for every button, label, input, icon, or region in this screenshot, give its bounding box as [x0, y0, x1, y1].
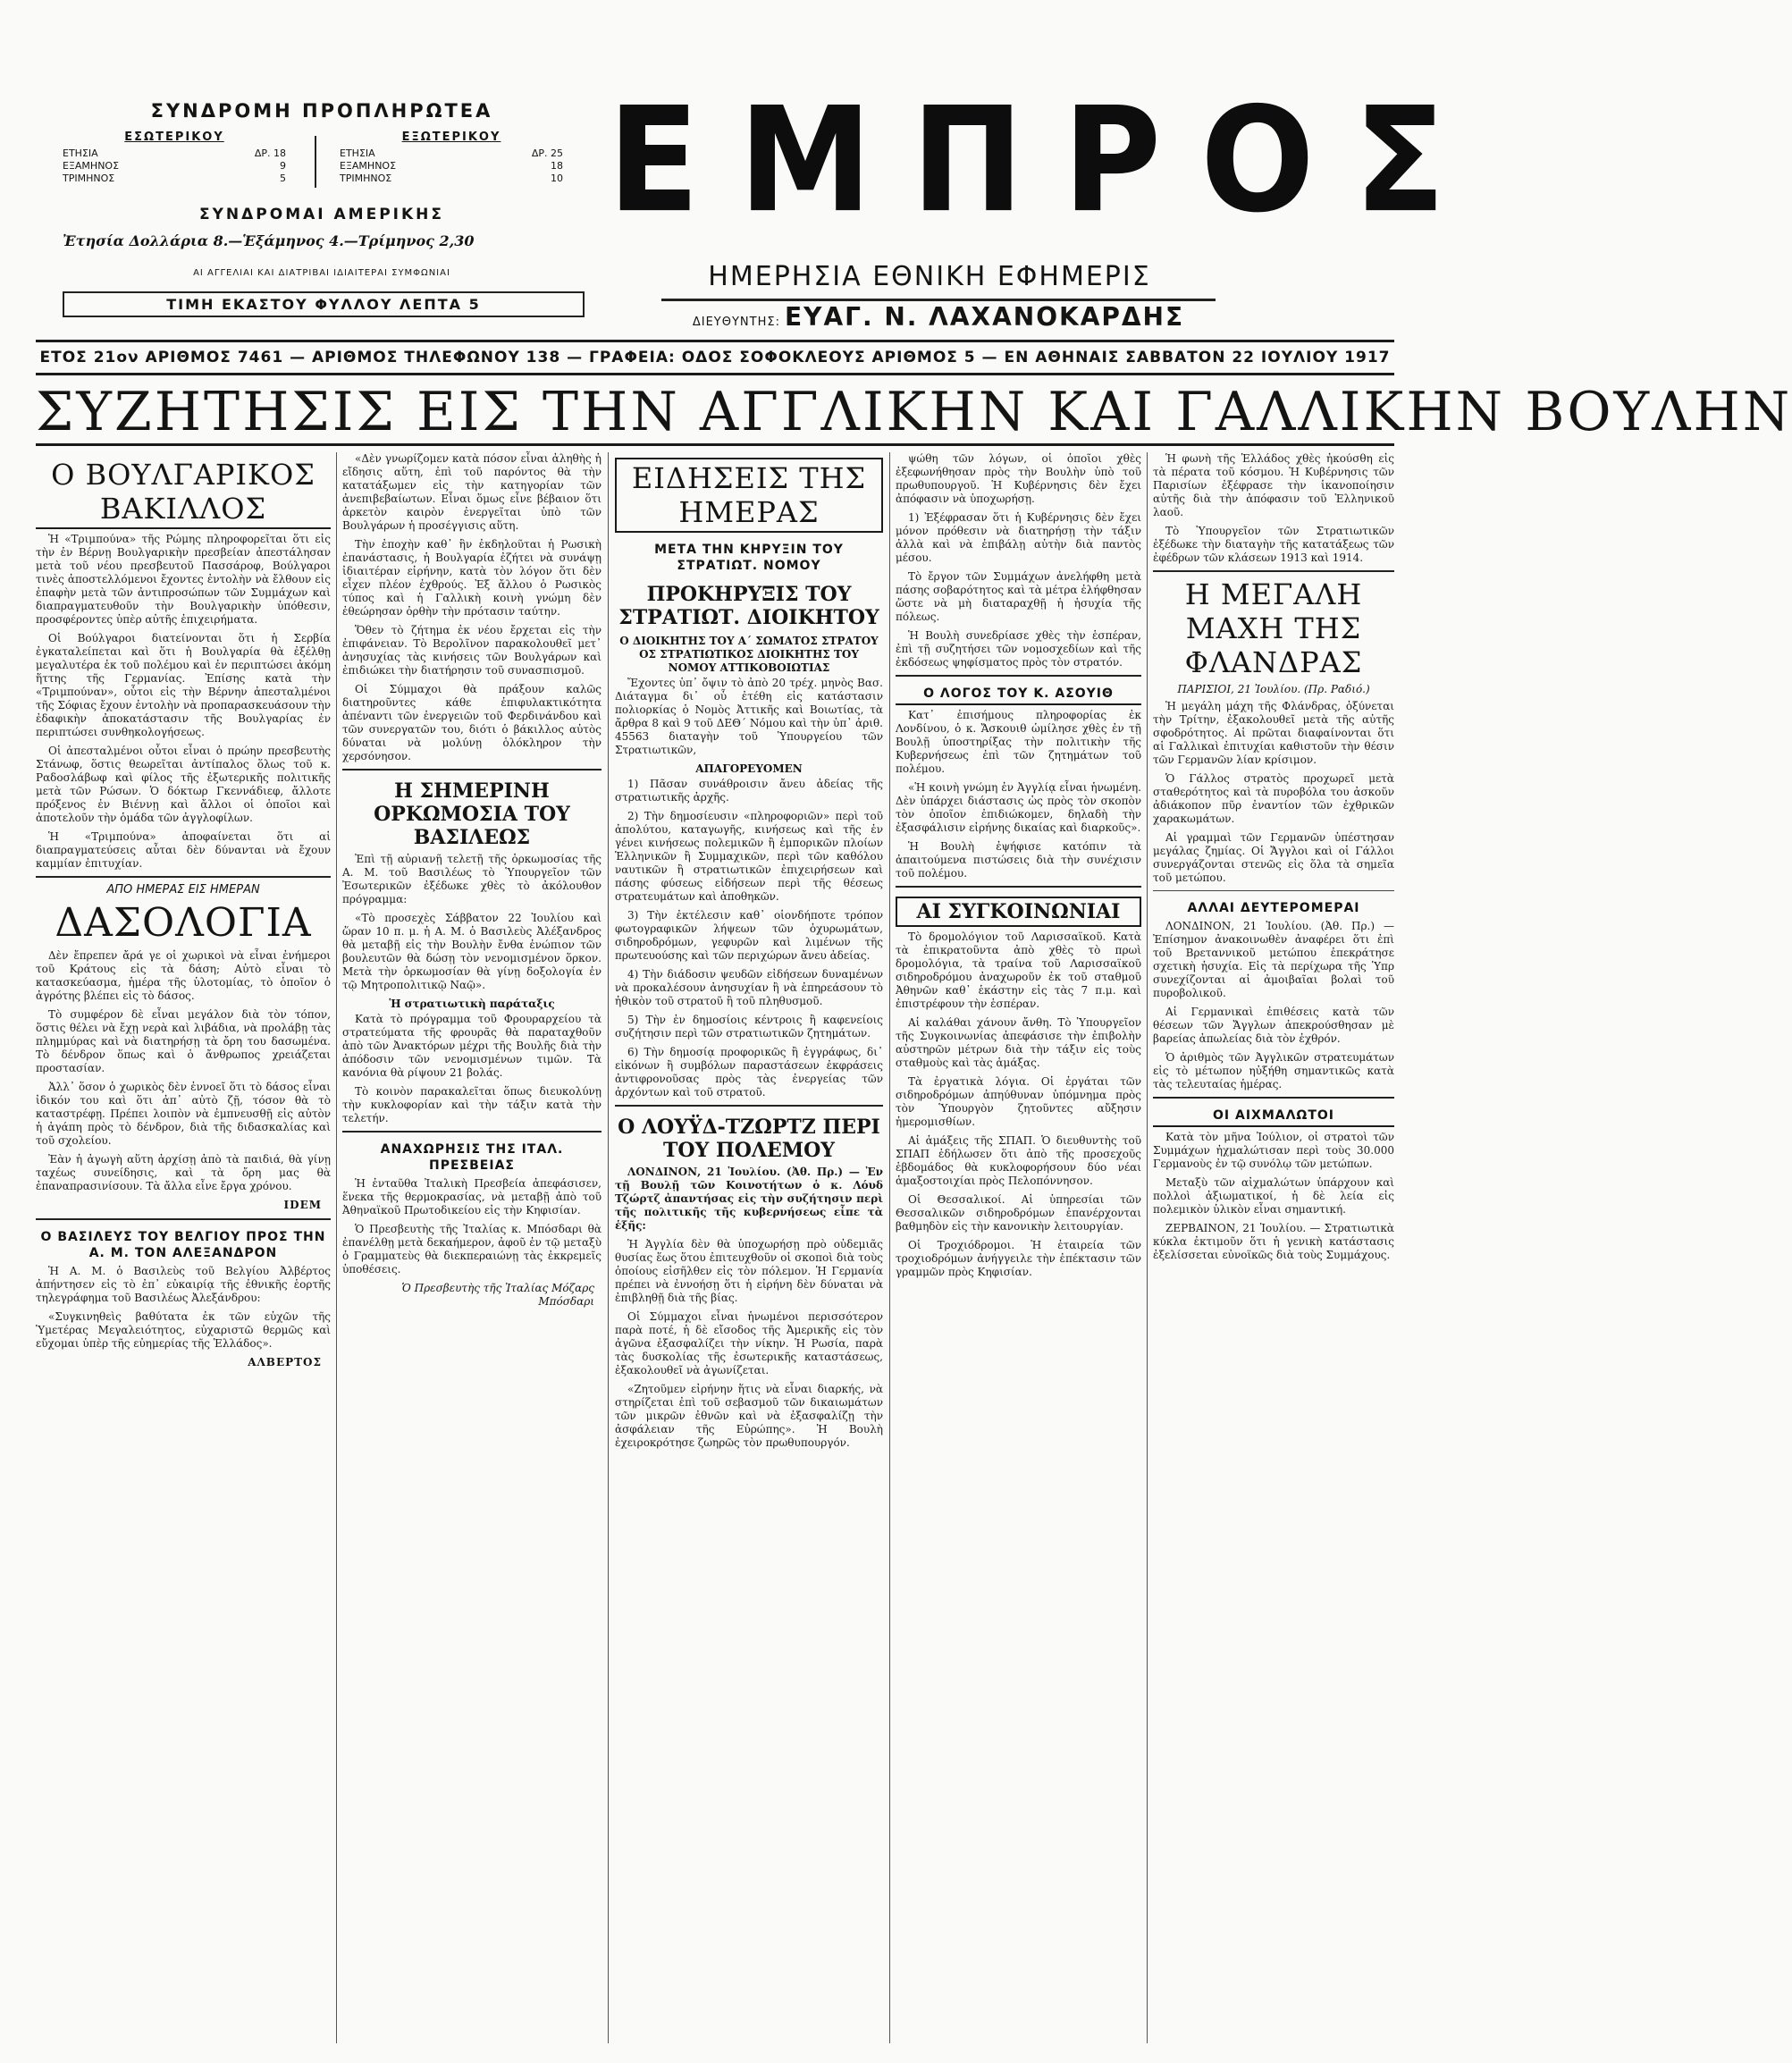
article-lead: Ο ΔΙΟΙΚΗΤΗΣ ΤΟΥ Α΄ ΣΩΜΑΤΟΣ ΣΤΡΑΤΟΥ ΟΣ ΣΤΡΑΤΙΩΤΙΚΟΣ ΔΙΟΙΚΗΤΗΣ ΤΟΥ ΝΟΜΟΥ ΑΤΤΙΚΟΒΟΙΩΤΙΑΣ: [619, 635, 879, 674]
author-signature: Ὁ Πρεσβευτὴς τῆς Ἰταλίας Μόζαρς Μπόσδαρι: [401, 1282, 594, 1308]
column-rule: [889, 452, 890, 2043]
rate-period: ΤΡΙΜΗΝΟΣ: [63, 173, 115, 184]
rate-row: [63, 160, 286, 173]
author-signature: IDEM: [283, 1199, 322, 1211]
article-paragraph: Ἡ ἐνταῦθα Ἰταλικὴ Πρεσβεία ἀπεφάσισεν, ἕνεκα τῆς θερμοκρασίας, νὰ μεταβῇ ἀπὸ τοῦ Ἀθηναϊκοῦ Πρωτοδικείου εἰς τὴν Κηφισίαν.: [342, 1177, 602, 1217]
subscriptions-title: ΣΥΝΔΡΟΜΗ ΠΡΟΠΛΗΡΩΤΕΑ: [150, 100, 493, 122]
article-paragraph: «Συγκινηθεὶς βαθύτατα ἐκ τῶν εὐχῶν τῆς Ὑμετέρας Μεγαλειότητος, εὐχαριστῶ θερμῶς καὶ εὔχομαι ὑπὲρ τῆς εὐημερίας τῆς Ἑλλάδος».: [36, 1310, 331, 1350]
rate-row: [340, 147, 563, 160]
article-paragraph: «Ζητοῦμεν εἰρήνην ἥτις νὰ εἶναι διαρκής, νὰ στηρίζεται ἐπὶ τοῦ σεβασμοῦ τῶν δικαιωμάτων τῶν μικρῶν ἐθνῶν καὶ νὰ ἐξασφαλίζῃ τὴν ἀσφάλειαν τῆς Εὐρώπης». Ἡ Βουλὴ ἐχειροκρότησε ζωηρῶς τὸν πρωθυπουργόν.: [615, 1383, 883, 1449]
rate-period: ΕΤΗΣΙΑ: [340, 147, 375, 159]
article-paragraph: Κατὰ τὸ πρόγραμμα τοῦ Φρουραρχείου τὰ στρατεύματα τῆς φρουρᾶς θὰ παραταχθοῦν ἀπὸ τῶν Ἀνακτόρων μέχρι τῆς Βουλῆς διὰ τὴν ἀπόδοσιν τῶν νενομισμένων τιμῶν. Τὰ κανόνια θὰ ρίψουν 21 βολάς.: [342, 1013, 602, 1079]
article-headline: Ο ΛΟΓΟΣ ΤΟΥ Κ. ΑΣΟΥΙΘ: [896, 686, 1141, 705]
article-paragraph: Ἡ «Τριμπούνα» τῆς Ρώμης πληροφορεῖται ὅτι εἰς τὴν ἐν Βέρνῃ Βουλγαρικὴν πρεσβείαν ἀπεστάλησαν μετὰ τοῦ νέου πρεσβευτοῦ Πασσάροφ, Βούλγαροι τινὲς ἀποστελλόμενοι ἔχοντες ἐντολὴν νὰ ἔλθουν εἰς ἐπαφὴν μετὰ τῶν ἀντιπροσώπων τῶν Συμμάχων καὶ διαπραγματευθοῦν τὴν Βουλγαρικὴν ὑπόθεσιν, προσφέροντες ὑπὲρ αὐτῆς ἐπιχειρήματα.: [36, 533, 331, 626]
article-paragraph: Κατ᾽ ἐπισήμους πληροφορίας ἐκ Λονδίνου, ὁ κ. Ἄσκουιθ ὡμίλησε χθὲς ἐν τῇ Βουλῇ ὑποστηρίξας τὴν πολιτικὴν τῆς Κυβερνήσεως ἐπὶ τῶν ζητημάτων τοῦ πολέμου.: [896, 709, 1141, 775]
article-paragraph: Τὴν ἐποχὴν καθ᾽ ἣν ἐκδηλοῦται ἡ Ρωσικὴ ἐπανάστασις, ἡ Βουλγαρία ἐζήτει νὰ συνάψῃ ἰδιαιτέραν εἰρήνην, κατὰ τὸν λόγον ὅτι δὲν εἶχεν πλέον ἐχθρούς. Ἐξ ἄλλου ὁ Ρωσικὸς τύπος καὶ ἡ Γαλλικὴ κοινὴ γνώμη δὲν ἐθεώρησαν ὀρθὴν τὴν πρότασιν ταύτην.: [342, 538, 602, 618]
column-rule: [1147, 452, 1148, 2043]
rate-period: ΤΡΙΜΗΝΟΣ: [340, 173, 392, 184]
article-paragraph: Μεταξὺ τῶν αἰχμαλώτων ὑπάρχουν καὶ πολλοὶ ἀξιωματικοί, ἡ δὲ λεία εἰς πολεμικὸν ὑλικὸν εἶναι σημαντική.: [1153, 1176, 1394, 1216]
article-headline: Ο ΛΟΥΫΔ-ΤΖΩΡΤΖ ΠΕΡΙ ΤΟΥ ΠΟΛΕΜΟΥ: [618, 1116, 880, 1162]
article-paragraph: Ἔχοντες ὑπ᾽ ὄψιν τὸ ἀπὸ 20 τρέχ. μηνὸς Βασ. Διάταγμα δι᾽ οὗ ἐτέθη εἰς κατάστασιν πολιορκίας ὁ Νομὸς Ἀττικῆς καὶ Βοιωτίας, τὰ ἄρθρα 8 καὶ 9 τοῦ ΔΕΘ΄ Νόμου καὶ τὴν ὑπ᾽ ἀριθ. 45563 διαταγὴν τοῦ Ὑπουργείου τῶν Στρατιωτικῶν,: [615, 677, 883, 756]
newspaper-title: ΕΜΠΡΟΣ: [608, 77, 1485, 245]
section-rule: [615, 1105, 883, 1107]
deck-headline: ΠΡΟΚΗΡΥΞΙΣ ΤΟΥ ΣΤΡΑΤΙΩΤ. ΔΙΟΙΚΗΤΟΥ: [618, 583, 879, 629]
section-rule: [1153, 570, 1394, 572]
article-paragraph: ψώθη τῶν λόγων, οἱ ὁποῖοι χθὲς ἐξεφωνήθησαν πρὸς τὴν Βουλὴν ὑπὸ τοῦ πρωθυπουργοῦ. Ἡ Κυβέρνησις δὲν ἔχει ἀπόφασιν νὰ ὑποχωρήσῃ.: [896, 452, 1141, 505]
deck-headline: ΜΕΤΑ ΤΗΝ ΚΗΡΥΞΙΝ ΤΟΥ ΣΤΡΑΤΙΩΤ. ΝΟΜΟΥ: [654, 543, 844, 573]
column-rule: [608, 452, 609, 2043]
article-paragraph: Οἱ Θεσσαλικοί. Αἱ ὑπηρεσίαι τῶν Θεσσαλικῶν σιδηροδρόμων ἐπανέρχονται βαθμηδὸν εἰς τὴν κανονικὴν λειτουργίαν.: [896, 1193, 1141, 1233]
section-rule: [36, 876, 331, 878]
article-paragraph: 1) Πᾶσαν συνάθροισιν ἄνευ ἀδείας τῆς στρατιωτικῆς ἀρχῆς.: [615, 778, 883, 804]
article-paragraph: Αἱ ἁμάξεις τῆς ΣΠΑΠ. Ὁ διευθυντὴς τοῦ ΣΠΑΠ ἐδήλωσεν ὅτι ἀπὸ τῆς προσεχοῦς ἑβδομάδος θὰ κυκλοφορήσουν δύο νέαι ἁμαξοστοιχίαι πρὸς Πελοπόννησον.: [896, 1134, 1141, 1187]
article-paragraph: 2) Τὴν δημοσίευσιν «πληροφοριῶν» περὶ τοῦ ἀπολύτου, καταγωγῆς, κινήσεως καὶ τῆς ἐν γένει κινήσεως πολεμικῶν ἢ ἐμπορικῶν πλοίων Ἑλληνικῶν ἢ Συμμαχικῶν, περὶ τῶν καθόλου ναυτικῶν ἢ στρατιωτικῶν ἐπιχειρήσεων καὶ πάσης φύσεως εἰδήσεων περὶ τῆς θέσεως στρατευμάτων καὶ ἀποθηκῶν.: [615, 810, 883, 903]
column-1: [36, 452, 331, 2043]
section-rule: [36, 1218, 331, 1220]
article-paragraph: Ἡ φωνὴ τῆς Ἑλλάδος χθὲς ἠκούσθη εἰς τὰ πέρατα τοῦ κόσμου. Ἡ Κυβέρνησις τῶν Παρισίων ἐξέφρασε τὴν ἱκανοποίησιν αὐτῆς διὰ τὴν ἀπόφασιν τοῦ Ἑλληνικοῦ λαοῦ.: [1153, 452, 1394, 518]
article-paragraph: 4) Τὴν διάδοσιν ψευδῶν εἰδήσεων δυναμένων νὰ προκαλέσουν ἀνησυχίαν ἢ νὰ ἐπηρεάσουν τὸ ἠθικὸν τοῦ στρατοῦ ἢ τοῦ πληθυσμοῦ.: [615, 968, 883, 1007]
article-lead: ΛΟΝΔΙΝΟΝ, 21 Ἰουλίου. (Ἀθ. Πρ.) — Ἐν τῇ Βουλῇ τῶν Κοινοτήτων ὁ κ. Λόυδ Τζώρτζ ἀπαντήσας εἰς τὴν συζήτησιν περὶ τῆς πολιτικῆς τῆς κυβερνήσεως εἶπε τὰ ἑξῆς:: [615, 1166, 883, 1232]
main-headline: ΣΥΖΗΤΗΣΙΣ ΕΙΣ ΤΗΝ ΑΓΓΛΙΚΗΝ ΚΑΙ ΓΑΛΛΙΚΗΝ ΒΟΥΛΗΝ: [36, 381, 1394, 446]
rate-price: ΔΡ. 25: [531, 147, 563, 159]
article-paragraph: Ὅθεν τὸ ζήτημα ἐκ νέου ἔρχεται εἰς τὴν ἐπιφάνειαν. Τὸ Βερολῖνον παρακολουθεῖ μετ᾽ ἀνησυχίας τὰς κινήσεις τῶν Βουλγάρων καὶ ἐπιδιώκει τὴν διατήρησιν τοῦ συνασπισμοῦ.: [342, 624, 602, 677]
rate-period: ΕΤΗΣΙΑ: [63, 147, 98, 159]
domestic-rates: [63, 131, 286, 185]
america-rates: Ἐτησία Δολλάρια 8.—Ἑξάμηνος 4.—Τρίμηνος 2,30: [63, 232, 475, 249]
article-paragraph: Δὲν ἔπρεπεν ἄρά γε οἱ χωρικοὶ νὰ εἶναι ἐνήμεροι τοῦ Κράτους εἰς τὰ δάση; Αὐτὸ εἶναι τὸ κατασκεύασμα, ἡμέρα τῆς ὑλοτομίας, τὸ ὁποῖον ὁ ἀγρότης βλέπει εἰς τὸ δάσος.: [36, 949, 331, 1002]
article-paragraph: Κατὰ τὸν μῆνα Ἰούλιον, οἱ στρατοὶ τῶν Συμμάχων ἠχμαλώτισαν περὶ τοὺς 30.000 Γερμανοὺς ἐν τῷ συνόλῳ τῶν μετώπων.: [1153, 1131, 1394, 1170]
article-paragraph: Ὁ Πρεσβευτὴς τῆς Ἰταλίας κ. Μπόσδαρι θὰ ἐπανέλθῃ μετὰ δεκαήμερον, ἀφοῦ ἐν τῷ μεταξὺ ὁ Γραμματεὺς θὰ διεκπεραιώνῃ τὰς ἐκκρεμεῖς ὑποθέσεις.: [342, 1223, 602, 1276]
feature-headline: ΔΑΣΟΛΟΓΙΑ: [55, 900, 312, 946]
article-paragraph: Οἱ Βούλγαροι διατείνονται ὅτι ἡ Σερβία ἐγκαταλείπεται καὶ ὅτι ἡ Βουλγαρία θὰ ἐξέλθῃ μεγαλυτέρα ἐκ τοῦ πολέμου καὶ ἐν περιπτώσει ἀκόμη ἥττης τῆς Γερμανίας. Ἐπίσης κατὰ τὴν «Τριμπούναν», οὗτοι εἰς τὴν Βέρνην ἀπεσταλμένοι τῆς Σόφιας ἔχουν ἐντολὴν νὰ προπαρασκευάσουν τὴν ἐδαφικὴν ἀποκατάστασιν τῆς Βουλγαρίας ἐν περιπτώσει συνθηκολογήσεως.: [36, 632, 331, 738]
article-headline: ΟΙ ΑΙΧΜΑΛΩΤΟΙ: [1153, 1107, 1394, 1127]
rate-row: [63, 147, 286, 160]
article-paragraph: Τὸ δρομολόγιον τοῦ Λαρισσαϊκοῦ. Κατὰ τὰ ἐπικρατοῦντα ἀπὸ χθὲς τὸ πρωὶ δρομολόγια, τὰ τραίνα τοῦ Λαρισσαϊκοῦ σιδηροδρόμου ἀναχωροῦν ἐκ τοῦ σταθμοῦ Ἀθηνῶν καθ᾽ ἑκάστην εἰς τὰς 7 π.μ. καὶ ἐπιστρέφουν τὴν ἑσπέραν.: [896, 930, 1141, 1010]
foreign-label: ΕΞΩΤΕΡΙΚΟΥ: [401, 131, 501, 144]
article-paragraph: Οἱ Τροχιόδρομοι. Ἡ ἑταιρεία τῶν τροχιοδρόμων ἀνήγγειλε τὴν ἐπέκτασιν τῶν γραμμῶν πρὸς Κηφισίαν.: [896, 1239, 1141, 1278]
column-4: [896, 452, 1141, 2043]
article-paragraph: Ἡ «Τριμπούνα» ἀποφαίνεται ὅτι αἱ διαπραγματεύσεις αὗται δὲν δύνανται νὰ ἔχουν καμμίαν ἐπιτυχίαν.: [36, 830, 331, 870]
rate-price: 5: [280, 173, 286, 184]
article-headline: ΑΝΑΧΩΡΗΣΙΣ ΤΗΣ ΙΤΑΛ. ΠΡΕΣΒΕΙΑΣ: [380, 1142, 564, 1173]
article-headline: Ο ΒΑΣΙΛΕΥΣ ΤΟΥ ΒΕΛΓΙΟΥ ΠΡΟΣ ΤΗΝ Α. Μ. ΤΟΝ ΑΛΕΞΑΝΔΡΟΝ: [40, 1230, 326, 1260]
article-headline: Η ΣΗΜΕΡΙΝΗ ΟΡΚΩΜΟΣΙΑ ΤΟΥ ΒΑΣΙΛΕΩΣ: [374, 779, 570, 849]
rate-price: ΔΡ. 18: [254, 147, 286, 159]
article-paragraph: ΖΕΡΒΑΙΝΟΝ, 21 Ἰουλίου. — Στρατιωτικὰ κύκλα ἐκτιμοῦν ὅτι ἡ γενικὴ κατάστασις ἐξελίσσεται εὐνοϊκῶς διὰ τοὺς Συμμάχους.: [1153, 1222, 1394, 1261]
rate-period: ΕΞΑΜΗΝΟΣ: [63, 160, 120, 172]
article-paragraph: 5) Τὴν ἐν δημοσίοις κέντροις ἢ καφενείοις συζήτησιν περὶ τῶν στρατιωτικῶν ζητημάτων.: [615, 1014, 883, 1040]
section-rule: [1153, 1097, 1394, 1099]
rate-price: 18: [551, 160, 563, 172]
domestic-label: ΕΣΩΤΕΡΙΚΟΥ: [124, 131, 224, 144]
article-headline: Ο ΒΟΥΛΓΑΡΙΚΟΣ ΒΑΚΙΛΛΟΣ: [36, 458, 331, 529]
article-paragraph: 1) Ἐξέφρασαν ὅτι ἡ Κυβέρνησις δὲν ἔχει μόνον πρόθεσιν νὰ διατηρήσῃ τὴν τάξιν ἀλλὰ καὶ νὰ ἐπιβάλῃ αὐτὴν διὰ παντὸς μέσου.: [896, 511, 1141, 564]
article-paragraph: «Δὲν γνωρίζομεν κατὰ πόσον εἶναι ἀληθὴς ἡ εἴδησις αὕτη, ἐπὶ τοῦ παρόντος θὰ τὴν κατατάξωμεν εἰς τὴν κατηγορίαν τῶν ἀνεπιβεβαίωτων. Εἶναι ὅμως εἶνε βέβαιον ὅτι ἀρκετὸν καιρὸν ἐνεργεῖται ὑπὸ τῶν Βουλγάρων ἡ προσέγγισις αὕτη.: [342, 452, 602, 532]
article-paragraph: Ἡ Βουλὴ ἐψήφισε κατόπιν τὰ ἀπαιτούμενα πιστώσεις διὰ τὴν συνέχισιν τοῦ πολέμου.: [896, 840, 1141, 880]
ads-note: ΑΙ ΑΓΓΕΛΙΑΙ ΚΑΙ ΔΙΑΤΡΙΒΑΙ ΙΔΙΑΙΤΕΡΑΙ ΣΥΜΦΩΝΙΑΙ: [193, 268, 450, 278]
newspaper-subtitle: ΗΜΕΡΗΣΙΑ ΕΘΝΙΚΗ ΕΦΗΜΕΡΙΣ: [708, 261, 1151, 292]
section-rule: [896, 886, 1141, 888]
column-2: [342, 452, 602, 2043]
section-rule: [1153, 890, 1394, 891]
news-box-headline: ΕΙΔΗΣΕΙΣ ΤΗΣ ΗΜΕΡΑΣ: [615, 458, 883, 533]
editor-line: [661, 302, 1216, 332]
article-paragraph: 3) Τὴν ἐκτέλεσιν καθ᾽ οἱονδήποτε τρόπον φωτογραφικῶν λήψεων τῶν ὀχυρωμάτων, σιδηροδρόμων, γεφυρῶν καὶ λιμένων τῆς πρωτευούσης καὶ τῶν περιχώρων ἄνευ ἀδείας.: [615, 909, 883, 962]
subscription-box: [36, 100, 608, 333]
article-paragraph: «Τὸ προσεχὲς Σάββατον 22 Ἰουλίου καὶ ὥραν 10 π. μ. ἡ Α. Μ. ὁ Βασιλεὺς Ἀλέξανδρος θὰ μεταβῇ εἰς τὴν Βουλὴν ἔνθα ἐνώπιον τῶν βουλευτῶν θὰ δώσῃ τὸν νενομισμένον ὅρκον. Μετὰ τὴν ὁρκωμοσίαν θὰ γίνῃ δοξολογία ἐν τῷ Μητροπολιτικῷ Ναῷ».: [342, 912, 602, 991]
rate-period: ΕΞΑΜΗΝΟΣ: [340, 160, 397, 172]
article-paragraph: Τὸ ἔργον τῶν Συμμάχων ἀνελήφθη μετὰ πάσης σοβαρότητος καὶ τὰ μέτρα ἐλήφθησαν ὥστε νὰ μὴ διαταραχθῇ ἡ ἡσυχία τῆς πόλεως.: [896, 570, 1141, 623]
article-headline: ΑΙ ΣΥΓΚΟΙΝΩΝΙΑΙ: [896, 897, 1141, 927]
foreign-rates: [340, 131, 563, 185]
article-columns: [36, 452, 1394, 2043]
article-paragraph: ΛΟΝΔΙΝΟΝ, 21 Ἰουλίου. (Ἀθ. Πρ.) — Ἐπίσημον ἀνακοινωθὲν ἀναφέρει ὅτι ἐπὶ τοῦ Βρεταννικοῦ μετώπου ἐπεκράτησε σχετικὴ ἡσυχία. Εἰς τὰ περίχωρα τῆς Ὑπρ συνεχίζονται αἱ ἀμοιβαῖαι βολαὶ τοῦ πυροβολικοῦ.: [1153, 920, 1394, 999]
article-paragraph: «Ἡ κοινὴ γνώμη ἐν Ἀγγλίᾳ εἶναι ἡνωμένη. Δὲν ὑπάρχει διάστασις ὡς πρὸς τὸν σκοπὸν τὸν ὁποῖον ἐπιδιώκομεν, δηλαδὴ τὴν ἐξασφάλισιν εἰρήνης δικαίας καὶ διαρκοῦς».: [896, 781, 1141, 834]
newspaper-flag: [608, 77, 1485, 245]
masthead: [36, 77, 1485, 333]
section-rule: [342, 1131, 602, 1133]
article-paragraph: Αἱ Γερμανικαὶ ἐπιθέσεις κατὰ τῶν θέσεων τῶν Ἄγγλων ἀπεκρούσθησαν μὲ βαρείας ἀπωλείας διὰ τὸν ἐχθρόν.: [1153, 1006, 1394, 1045]
subheading: ΑΠΑΓΟΡΕΥΟΜΕΝ: [695, 762, 803, 775]
article-paragraph: Ἡ Ἀγγλία δὲν θὰ ὑποχωρήσῃ πρὸ οὐδεμιᾶς θυσίας ἕως ὅτου ἐπιτευχθοῦν οἱ σκοποὶ διὰ τοὺς ὁποίους εἰσῆλθεν εἰς τὸν πόλεμον. Ἡ Γερμανία πρέπει νὰ ἐννοήσῃ ὅτι ἡ εἰρήνη δὲν δύναται νὰ ἐπιβληθῇ διὰ τῆς βίας.: [615, 1238, 883, 1304]
kicker: ΑΠΟ ΗΜΕΡΑΣ ΕΙΣ ΗΜΕΡΑΝ: [106, 883, 260, 897]
article-paragraph: Ἀλλ᾽ ὅσον ὁ χωρικὸς δὲν ἐννοεῖ ὅτι τὸ δάσος εἶναι ἰδικόν του καὶ ὅτι ἀπ᾽ αὐτὸ ζῇ, τόσον θὰ τὸ καταστρέφῃ. Πρέπει λοιπὸν νὰ ἐμπνευσθῇ εἰς αὐτὸν ἡ ἀγάπη πρὸς τὸ δένδρον, διὰ τῆς διδασκαλίας καὶ τοῦ σχολείου.: [36, 1081, 331, 1147]
rate-row: [63, 173, 286, 185]
article-paragraph: Ἡ Α. Μ. ὁ Βασιλεὺς τοῦ Βελγίου Ἀλβέρτος ἀπήντησεν εἰς τὸ ἐπ᾽ εὐκαιρίᾳ τῆς ἐθνικῆς ἑορτῆς τηλεγράφημα τοῦ Βασιλέως Ἀλεξάνδρου:: [36, 1265, 331, 1304]
article-paragraph: Οἱ Σύμμαχοι εἶναι ἡνωμένοι περισσότερον παρὰ ποτέ, ἡ δὲ εἴσοδος τῆς Ἀμερικῆς εἰς τὸν ἀγῶνα ἐξασφαλίζει τὴν νίκην. Ἡ Ρωσία, παρὰ τὰς δυσκολίας τῆς ἐσωτερικῆς καταστάσεως, ἐξακολουθεῖ νὰ ἀγωνίζεται.: [615, 1310, 883, 1377]
article-headline: Η ΜΕΓΑΛΗ ΜΑΧΗ ΤΗΣ ΦΛΑΝΔΡΑΣ: [1184, 577, 1363, 679]
price-note: ΤΙΜΗ ΕΚΑΣΤΟΥ ΦΥΛΛΟΥ ΛΕΠΤΑ 5: [63, 291, 585, 317]
section-rule: [896, 675, 1141, 677]
subheading: Ἡ στρατιωτικὴ παράταξις: [389, 998, 555, 1010]
author-signature: ΑΛΒΕΡΤΟΣ: [248, 1356, 322, 1368]
article-lead: ΠΑΡΙΣΙΟΙ, 21 Ἰουλίου. (Πρ. Ραδιό.): [1177, 683, 1370, 695]
article-paragraph: Τὸ συμφέρον δὲ εἶναι μεγάλον διὰ τὸν τόπον, ὅστις θέλει νὰ ἔχῃ νερὰ καὶ λιβάδια, νὰ προλάβῃ τὰς πλημμύρας καὶ νὰ διατηρήσῃ τὰ ὄρη του δασωμένα. Τὸ δένδρον ὅπως καὶ ὁ ἄνθρωπος χρειάζεται προστασίαν.: [36, 1008, 331, 1074]
article-paragraph: Ὁ Γάλλος στρατὸς προχωρεῖ μετὰ σταθερότητος καὶ τὰ πυροβόλα του ἀσκοῦν ἀδιάκοπον πῦρ ἐναντίον τῶν ἐχθρικῶν χαρακωμάτων.: [1153, 772, 1394, 825]
america-title: ΣΥΝΔΡΟΜΑΙ ΑΜΕΡΙΚΗΣ: [198, 206, 445, 223]
article-paragraph: 6) Τὴν δημοσίᾳ προφορικῶς ἢ ἐγγράφως, δι᾽ εἰκόνων ἢ συμβόλων παραστάσεων ἐκφράσεις ἀντιφρονοῦσας πρὸς τὰς ἐνεργείας τῶν ἀρχόντων καὶ τοῦ στρατοῦ.: [615, 1046, 883, 1099]
column-rule: [336, 452, 337, 2043]
section-rule: [342, 769, 602, 770]
subscription-divider: [315, 136, 316, 188]
rate-row: [340, 173, 563, 185]
editor-label: ΔΙΕΥΘΥΝΤΗΣ:: [692, 316, 780, 329]
article-paragraph: Οἱ Σύμμαχοι θὰ πράξουν καλῶς διατηροῦντες κάθε ἐπιφυλακτικότητα ἀπέναντι τῶν ἐνεργειῶν τοῦ Φερδινάνδου καὶ τῶν συνεργατῶν του, διότι ὁ βάκιλλος αὐτὸς δύναται νὰ μολύνῃ ὁλόκληρον τὴν χερσόνησον.: [342, 683, 602, 762]
article-paragraph: Ὁ ἀριθμὸς τῶν Ἀγγλικῶν στρατευμάτων εἰς τὸ μέτωπον ηὐξήθη σημαντικῶς κατὰ τὰς τελευταίας ἡμέρας.: [1153, 1051, 1394, 1090]
article-paragraph: Οἱ ἀπεσταλμένοι οὗτοι εἶναι ὁ πρώην πρεσβευτὴς Στάνωφ, ὅστις θεωρεῖται ἀντίπαλος ὅλως τοῦ κ. Ραδοσλάβωφ καὶ φίλος τῆς ἐξωτερικῆς πολιτικῆς μετὰ τῶν Ρώσων. Ὁ δόκτωρ Γκεννάδιεφ, ἄλλοτε πρόξενος ἐν Βιέννῃ καὶ ἄλλοι οἱ ὁποῖοι καὶ ἀποτελοῦν τὴν ὁμάδα τῶν ἀγγλοφίλων.: [36, 745, 331, 824]
editor-name: ΕΥΑΓ. Ν. ΛΑΧΑΝΟΚΑΡΔΗΣ: [785, 302, 1185, 332]
subheading: ΑΛΛΑΙ ΔΕΥΤΕΡΟΜΕΡΑΙ: [1187, 901, 1360, 915]
article-paragraph: Ἐὰν ἡ ἀγωγὴ αὕτη ἀρχίσῃ ἀπὸ τὰ παιδιά, θὰ γίνῃ ταχέως συνείδησις, καὶ τὰ ὄρη μας θὰ ἐπαναπρασινίσουν. Τὰ ἄλλα εἶνε ἔργα χρόνου.: [36, 1153, 331, 1192]
article-paragraph: Αἱ γραμμαὶ τῶν Γερμανῶν ὑπέστησαν μεγάλας ζημίας. Οἱ Ἄγγλοι καὶ οἱ Γάλλοι συνεργάζονται στενῶς εἰς ὅλα τὰ σημεῖα τοῦ μετώπου.: [1153, 831, 1394, 884]
column-5: [1153, 452, 1394, 2043]
article-paragraph: Αἱ καλάθαι χάνουν ἄνθη. Τὸ Ὑπουργεῖον τῆς Συγκοινωνίας ἀπεφάσισε τὴν ἐπιβολὴν αὐστηρῶν μέτρων διὰ τὴν τάξιν εἰς τοὺς σταθμοὺς καὶ τὰς ἁμάξας.: [896, 1016, 1141, 1069]
article-paragraph: Τὸ Ὑπουργεῖον τῶν Στρατιωτικῶν ἐξέδωκε τὴν διαταγὴν τῆς κατατάξεως τῶν ἐφέδρων τῶν κλάσεων 1913 καὶ 1914.: [1153, 525, 1394, 564]
dateline: ΕΤΟΣ 21ον ΑΡΙΘΜΟΣ 7461 — ΑΡΙΘΜΟΣ ΤΗΛΕΦΩΝΟΥ 138 — ΓΡΑΦΕΙΑ: ΟΔΟΣ ΣΟΦΟΚΛΕΟΥΣ ΑΡΙΘΜΟΣ 5 — ΕΝ ΑΘΗΝΑΙΣ ΣΑΒΒΑΤΟΝ 22 ΙΟΥΛΙΟΥ 1917: [36, 340, 1394, 375]
article-paragraph: Τὸ κοινὸν παρακαλεῖται ὅπως διευκολύνῃ τὴν κυκλοφορίαν καὶ τὴν τάξιν κατὰ τὴν τελετήν.: [342, 1085, 602, 1124]
flag-rule: [661, 299, 1216, 301]
rate-row: [340, 160, 563, 173]
rate-price: 10: [551, 173, 563, 184]
column-3: [615, 452, 883, 2043]
article-paragraph: Ἡ Βουλὴ συνεδρίασε χθὲς τὴν ἑσπέραν, ἐπὶ τῇ συζητήσει τῶν νομοσχεδίων καὶ τῆς ἐκδόσεως ψηφίσματος πρὸς τὸν στρατόν.: [896, 629, 1141, 669]
article-paragraph: Ἐπὶ τῇ αὐριανῇ τελετῇ τῆς ὁρκωμοσίας τῆς Α. Μ. τοῦ Βασιλέως τὸ Ὑπουργεῖον τῶν Ἐσωτερικῶν ἐξέδωκε χθὲς τὸ ἀκόλουθον πρόγραμμα:: [342, 853, 602, 905]
article-paragraph: Τὰ ἐργατικὰ λόγια. Οἱ ἐργάται τῶν σιδηροδρόμων ἀπηύθυναν ὑπόμνημα πρὸς τὸν Ὑπουργὸν ζητοῦντες αὔξησιν ἡμερομισθίων.: [896, 1075, 1141, 1128]
rate-price: 9: [280, 160, 286, 172]
article-paragraph: Ἡ μεγάλη μάχη τῆς Φλάνδρας, ὀξύνεται τὴν Τρίτην, ἐξακολουθεῖ μετὰ τῆς αὐτῆς σφοδρότητος. Αἱ πρῶται διαφαίνονται ὅτι αἱ Γαλλικαὶ ἐπιτυχίαι καθιστοῦν τὴν θέσιν τῶν Γερμανῶν λίαν κρίσιμον.: [1153, 700, 1394, 766]
